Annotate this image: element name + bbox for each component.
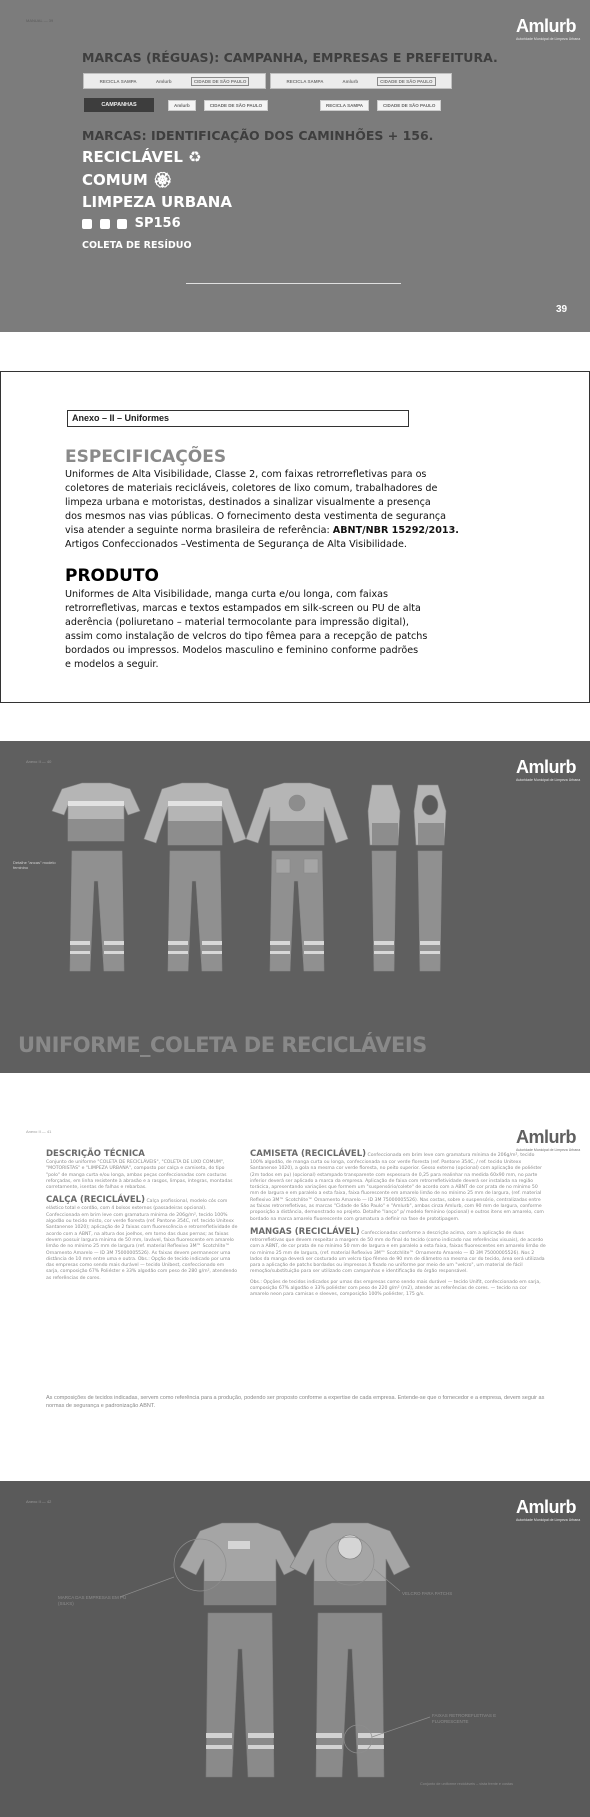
pants-back xyxy=(270,851,324,971)
brand-label: RECICLA SAMPA xyxy=(286,78,324,84)
page-header: Anexo II — 40 xyxy=(26,759,52,764)
pants-side-right xyxy=(418,851,442,971)
logo-subtitle: Autoridade Municipal de Limpeza Urbana xyxy=(516,37,581,41)
uniform-detail-illustrations xyxy=(0,1481,590,1817)
obs-text: Obs.: Opções de tecidos indicados por umas das empresas como sendo mais durável — tecido Unifit, confeccionado em sarja, composição 67% algodão e 33% poliéster com peso de 220 g/m² (m2), atender as referências de cores. — tecido na cor amarelo neon para camisas e sleeves, composição 100% poliéster, 175 g/s. xyxy=(250,1279,541,1298)
logo-text: Amlurb xyxy=(516,757,576,777)
brand-label: Amlurb xyxy=(342,78,359,84)
page-header: MANUAL — 39 xyxy=(26,18,54,23)
pants-front-detail xyxy=(206,1613,274,1777)
shirt-side-view-right xyxy=(414,785,446,845)
spec-line: limpeza urbana e motoristas, destinados a sinalizar visualmente a presença xyxy=(65,497,431,508)
prod-line: bordados ou impressos. Modelos masculino e feminino conforme padrões xyxy=(65,645,419,656)
brand-label: Amlurb xyxy=(155,78,172,84)
spec-line: Uniformes de Alta Visibilidade, Classe 2, com faixas retrorrefletivas para os xyxy=(65,469,427,480)
spec-line: coletores de materiais recicláveis, coletores de lixo comum, trabalhadores de xyxy=(65,483,438,494)
pants-side-left xyxy=(372,851,396,971)
shirt-front-detail xyxy=(180,1523,300,1605)
line-limpeza-urbana: LIMPEZA URBANA xyxy=(82,193,232,211)
amlurb-logo xyxy=(516,16,580,41)
callout-faixas: FAIXAS RETROREFLETIVAS E FLUORESCENTE xyxy=(432,1713,497,1724)
uniform-illustrations xyxy=(0,741,590,1073)
campanhas-label: CAMPANHAS xyxy=(84,98,154,112)
line-comum: COMUM 🏵 xyxy=(82,171,173,189)
title-caminhoes: MARCAS: IDENTIFICAÇÃO DOS CAMINHÕES + 156. xyxy=(82,128,434,143)
spec-norm-prefix: visa atender a seguinte norma brasileira de referência: xyxy=(65,525,333,536)
brand-ruler-3 xyxy=(168,98,268,112)
slide-marcas xyxy=(0,0,590,332)
prod-line: Uniformes de Alta Visibilidade, manga curta e/ou longa, com faixas xyxy=(65,589,389,600)
web-icon xyxy=(117,219,127,229)
pants-front-1 xyxy=(70,851,124,971)
annex-title: Anexo – II – Uniformes xyxy=(67,410,409,427)
slide-uniforme-detalhes xyxy=(0,1481,590,1817)
logo-subtitle: Autoridade Municipal de Limpeza Urbana xyxy=(516,1518,581,1522)
column-left xyxy=(46,1149,238,1282)
page-note: Conjunto de uniforme recicláveis – vista frente e costas xyxy=(420,1782,514,1786)
spec-line: Artigos Confeccionados –Vestimenta de Segurança de Alta Visibilidade. xyxy=(65,539,407,550)
logo-subtitle: Autoridade Municipal de Limpeza Urbana xyxy=(516,778,581,782)
callout-velcro: VELCRO PARA PATCHS xyxy=(402,1591,453,1596)
coleta-residuo: COLETA DE RESÍDUO xyxy=(82,240,192,251)
logo-text: Amlurb xyxy=(516,1127,576,1147)
footer-note: As composições de tecidos indicadas, servem como referência para a produção, podendo ser proposto conforme a expertise de cada empresa. Entende-se que o fornecedor e a empresa, devem seguir as normas de segurança e padronização ABNT. xyxy=(46,1395,545,1409)
brand-ruler-4 xyxy=(320,98,441,112)
mangas-text: Confeccionadas conforme a descrição acima, com a aplicação de duas retrorrefletivas que devem respeitar a margem de 50 mm do final do tecido (como indicado nas referências visuais), de acordo com a ABNT, de cor prata de no mínimo 50 mm de largura e em paralelo a esta faixa, faixas fluorescentes em amarelo limão de no mínimo 25 mm de largura, (ref. material Reflexivo 3M™ Scotchlite™ Ornamento Amarelo — ID 3M 75000005526). Nos 2 lados da manga deverá ser costurado um velcro tipo fêmea de 90 mm de diâmetro na mesma cor do tecido, área será utilizada para a aplicação de patchs bordados ou impressos à fixado no uniforme por meio de um "velcro", um material de fácil remoção/substituição para ser utilizado com campanhas e identificação do órgão responsável. xyxy=(250,1230,546,1275)
logo-text: Amlurb xyxy=(516,16,576,36)
phone-icon xyxy=(82,219,92,229)
mangas-section xyxy=(250,1227,546,1276)
title-marcas-reguas: MARCAS (RÉGUAS): CAMPANHA, EMPRESAS E PREFEITURA. xyxy=(82,50,498,65)
shirt-long-sleeve-back xyxy=(246,783,348,845)
brand-label: CIDADE DE SÃO PAULO xyxy=(377,77,435,86)
brand-label: Amlurb xyxy=(168,100,196,111)
slide-descricao-tecnica xyxy=(0,1111,590,1443)
camiseta-heading: CAMISETA (RECICLÁVEL) xyxy=(250,1149,367,1159)
desc-heading: DESCRIÇÃO TÉCNICA xyxy=(46,1149,145,1159)
prod-line: e modelos a seguir. xyxy=(65,659,159,670)
brand-label: CIDADE DE SÃO PAULO xyxy=(204,100,268,111)
spec-norm: ABNT/NBR 15292/2013. xyxy=(332,525,459,536)
logo-subtitle: Autoridade Municipal de Limpeza Urbana xyxy=(516,1148,581,1152)
spec-heading: ESPECIFICAÇÕES xyxy=(65,447,227,467)
line-reciclavel: RECICLÁVEL ♻ xyxy=(82,148,202,166)
brand-label: RECICLA SAMPA xyxy=(99,78,137,84)
calca-text: Calça profissional, modelo cós com elástico total e cordão, com 4 bolsos externos (passadeiras opcional). Confeccionada em brim leve com gramatura mínima de 206g/m², tecido 100% algodão ou tecido misto, cor verde floresta (ref. Pantone 354C, ref. tecido Unitexx Santanense 1020); aplicação de 2 faixas com fluorescência e retrorrefletividade de acordo com a ABNT, na altura dos joelhos, em torno das duas pernas; as faixas devem possuir largura mínima de 50 mm, lavável, faixa fluorescente em amarelo limão de no mínimo 25 mm de largura (ref. material Reflexivo 3M™ Scotchlite™ Ornamento Amarelo — ID 3M 75000005526). As faixas devem permanecer uma distância de 10 mm entre uma e outra. Obs.: Opção de tecido indicado por uma das empresas como sendo mais durável — tecido Unibest, confeccionado em sarja, composição 67% Poliéster e 33% algodão com peso de 280 g/m², atendendo as referências de cores. xyxy=(46,1199,238,1281)
shirt-long-sleeve-front xyxy=(144,783,246,845)
brand-label: RECICLA SAMPA xyxy=(320,100,369,111)
prod-line: aderência (poliuretano – material termocolante para impressão digital), xyxy=(65,617,409,628)
produto-heading: PRODUTO xyxy=(65,566,159,586)
brand-label: CIDADE DE SÃO PAULO xyxy=(377,100,441,111)
pants-front-2 xyxy=(168,851,222,971)
sp156-row xyxy=(82,216,181,231)
shirt-short-sleeve-front xyxy=(52,783,140,841)
brand-ruler-1 xyxy=(83,73,266,89)
page-header: Anexo II — 41 xyxy=(26,1129,52,1134)
slide-anexo-uniformes xyxy=(0,371,590,703)
page-number: 39 xyxy=(556,304,568,315)
shirt-side-view-left xyxy=(368,785,400,845)
spec-line: dos mesmos nas vias públicas. O fornecimento desta vestimenta de segurança xyxy=(65,511,447,522)
prod-line: assim como instalação de velcros do tipo fêmea para a recepção de patchs xyxy=(65,631,428,642)
calca-section xyxy=(46,1195,238,1282)
logo-text: Amlurb xyxy=(516,1497,576,1517)
callout-line-left xyxy=(120,1577,174,1597)
column-right xyxy=(250,1149,546,1299)
page-header: Anexo II — 42 xyxy=(26,1499,52,1504)
camiseta-section xyxy=(250,1149,546,1223)
mangas-heading: MANGAS (RECICLÁVEL) xyxy=(250,1226,360,1237)
divider xyxy=(186,283,401,284)
produto-paragraph xyxy=(65,588,427,672)
slide-uniforme-reciclaveis xyxy=(0,741,590,1073)
spec-paragraph xyxy=(65,468,459,552)
spec-line-norm xyxy=(65,524,459,538)
pants-back-detail xyxy=(316,1613,384,1777)
brand-ruler-2 xyxy=(270,73,452,89)
prod-line: retrorrefletivas, marcas e textos estampados em silk-screen ou PU de alta xyxy=(65,603,421,614)
callout-marca-empresas: MARCA DAS EMPRESAS EM PU (SILKS) xyxy=(58,1595,127,1606)
calca-heading: CALÇA (RECICLÁVEL) xyxy=(46,1195,145,1206)
camiseta-text: Confeccionada em brim leve com gramatura mínima de 206g/m², tecido 100% algodão, de manga curta ou longa, confeccionada na cor verde floresta (ref. Pantone 354C, / ref. tecido Unitexx Santanense 1020), a gola na mesma cor verde floresta, no peito superior. Gesso externo (opcional) com aplicação de poliéster (2m todos em pu) (opcional) estampado transparente com espessura de 0,25 para realinhar na medida 60x90 mm, no parte inferior deverá ser aplicado a marca da empresa. Aplicação de faixa com retrorrefletividade deverá ser instalada na região torácica, apresentando variações que formem um "suspensório/colete" de acordo com a ABNT de cor prata de no mínimo 50 mm de largura e em paralelo a esta faixa, faixa fluorescente em amarelo limão de no mínimo 25 mm de largura, (ref. material Reflexivo 3M™ Scotchlite™ Ornamento Amarelo — ID 3M 75000005526). Nas costas, sobre o suspensório, centralizadas entre as faixas retrorrefletivas, as marcas "Cidade de São Paulo" e "Amlurb", ambas cinza Amlurb, com 90 mm de largura, conforme proposição a distância, demonstrado no projeto. Detalhe "lanço" p/ modelo feminino (opcional) e outros itens em amarelo, com bordado na marca amarelo fluorescente com gramatura a definir na fase de prototipagem. xyxy=(250,1153,544,1222)
shirt-back-detail xyxy=(290,1523,410,1605)
sp156-label: SP156 xyxy=(134,216,181,231)
uniform-heading: UNIFORME_COLETA DE RECICLÁVEIS xyxy=(18,1033,427,1057)
brand-label: CIDADE DE SÃO PAULO xyxy=(191,77,249,86)
detail-caption: Detalhe "ancas" modelo feminino xyxy=(13,860,56,870)
desc-text: Conjunto de uniforme "COLETA DE RECICLÁVEIS", "COLETA DE LIXO COMUM", "MOTORISTAS" e "LIMPEZA URBANA", composto por calça e camiseta, do tipo "polo" de manga curta e/ou longa, ambas peças confeccionadas com costuras reforçadas, em linha resistente à abrasão e a rasgos, limpas, íntegras, montadas corretamente, isentas de falhas e rebarbas. xyxy=(46,1160,233,1191)
mobile-icon xyxy=(100,219,110,229)
